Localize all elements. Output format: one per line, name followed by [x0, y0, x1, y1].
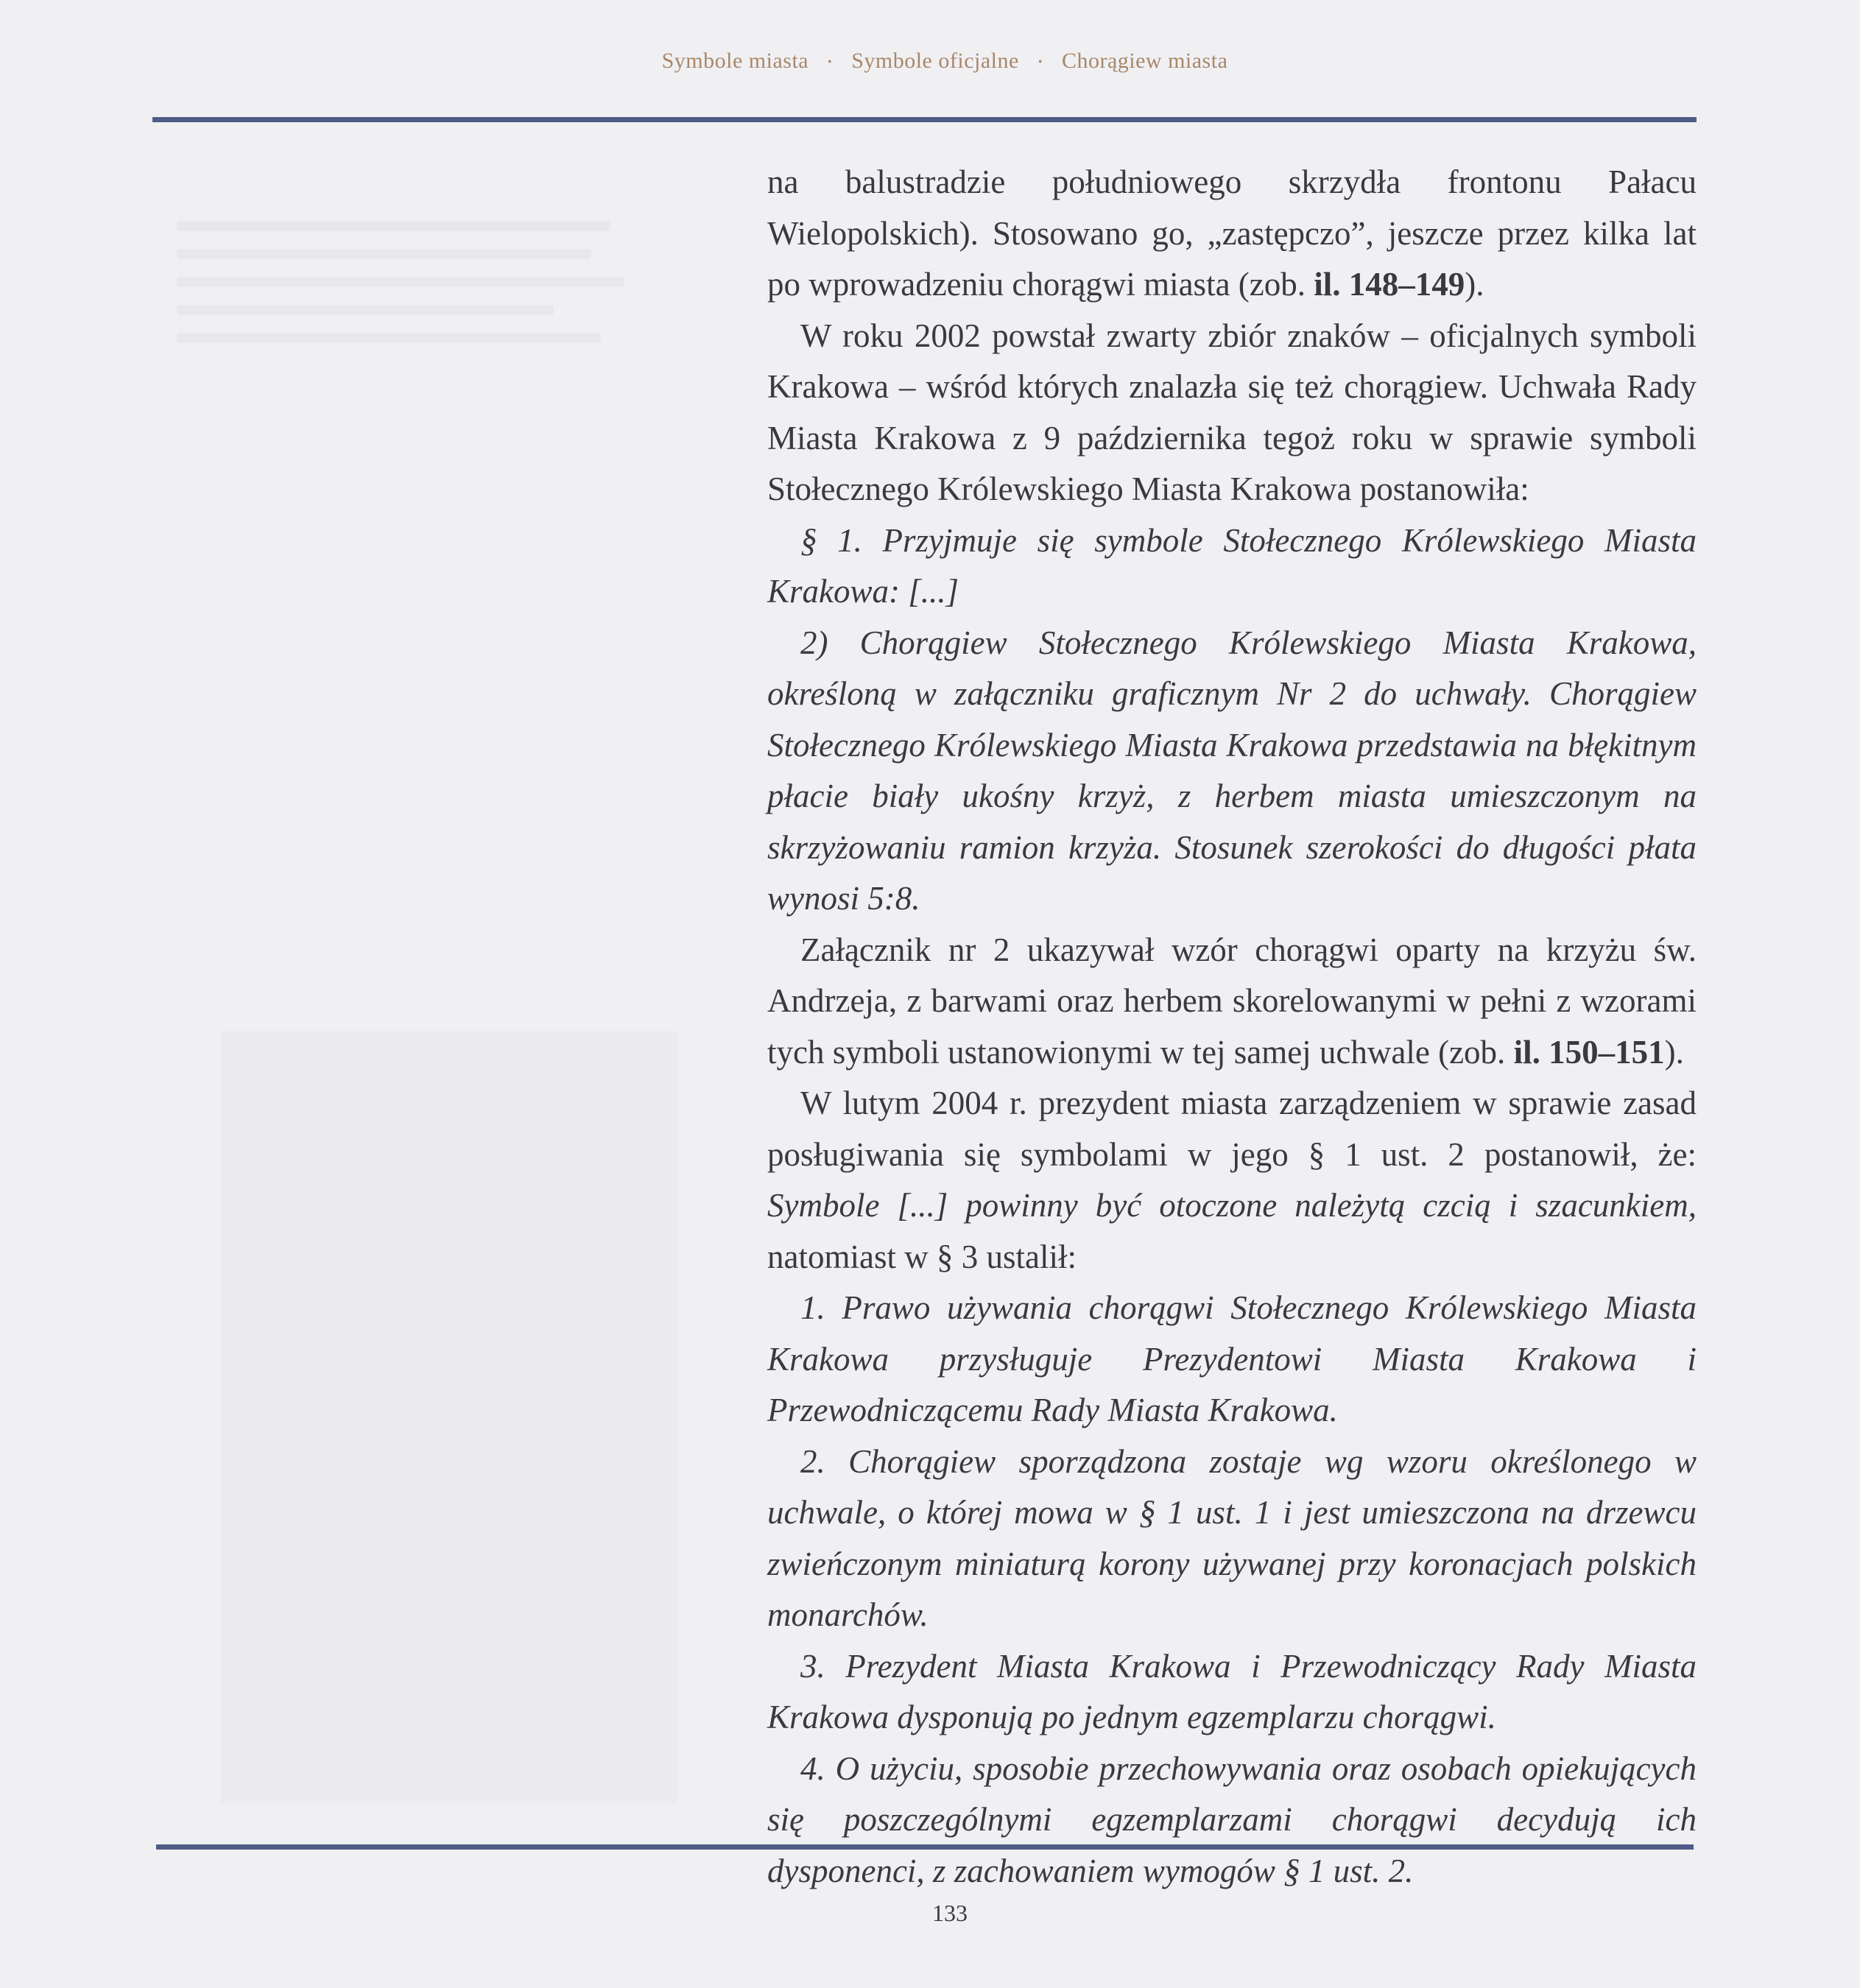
running-head: [0, 49, 1860, 74]
quotation: 2. Chorągiew sporządzona zostaje wg wzoru określonego w uchwale, o której mowa w § 1 ust. 1 i jest umieszczona na drzewcu zwieńczonym miniaturą korony używanej przy koronacjach polskich monarchów.: [767, 1442, 1697, 1633]
quotation: 4. O użyciu, sposobie przechowywania oraz osobach opiekujących się poszczególnymi egzemplarzami chorągwi decydują ich dysponenci, z zachowaniem wymogów § 1 ust. 2.: [767, 1749, 1697, 1889]
paragraph: W roku 2002 powstał zwarty zbiór znaków – oficjalnych symboli Krakowa – wśród których znalazła się też chorągiew. Uchwała Rady Miasta Krakowa z 9 października tegoż roku w sprawie symboli Stołecznego Królewskiego Miasta Krakowa postanowiła:: [767, 317, 1697, 507]
quotation: 3. Prezydent Miasta Krakowa i Przewodniczący Rady Miasta Krakowa dysponują po jednym egzemplarzu chorągwi.: [767, 1647, 1697, 1735]
bottom-rule: [156, 1844, 1694, 1850]
top-rule: [152, 117, 1697, 122]
show-through-figure: [221, 1031, 677, 1804]
page-number: 133: [932, 1900, 968, 1926]
breadcrumb-item: Symbole oficjalne: [851, 49, 1019, 73]
breadcrumb-item: Symbole miasta: [661, 49, 809, 73]
separator-dot: •: [828, 56, 833, 69]
paragraph: Załącznik nr 2 ukazywał wzór chorągwi oparty na krzyżu św. Andrzeja, z barwami oraz herbem skorelowanymi w pełni z wzorami tych symboli ustanowionymi w tej samej uchwale (zob. il. 150–151).: [767, 931, 1697, 1071]
paragraph: na balustradzie południowego skrzydła frontonu Pałacu Wielopolskich). Stosowano go, „zastępczo”, jeszcze przez kilka lat po wprowadzeniu chorągwi miasta (zob. il. 148–149).: [767, 163, 1697, 303]
body-text: [767, 157, 1697, 1897]
figure-reference: il. 148–149: [1314, 266, 1465, 303]
paragraph: W lutym 2004 r. prezydent miasta zarządzeniem w sprawie zasad posługiwania się symbolami w jego § 1 ust. 2 postanowił, że: Symbole [...] powinny być otoczone należytą czcią i szacunkiem, natomiast w § 3 ustalił:: [767, 1085, 1697, 1275]
separator-dot: •: [1038, 56, 1043, 69]
inline-quote: Symbole [...] powinny być otoczone należytą czcią i szacunkiem,: [767, 1187, 1697, 1224]
breadcrumb-item: Chorągiew miasta: [1061, 49, 1228, 73]
show-through-text: [177, 221, 648, 390]
quotation: § 1. Przyjmuje się symbole Stołecznego Królewskiego Miasta Krakowa: [...]: [767, 521, 1697, 610]
quotation: 2) Chorągiew Stołecznego Królewskiego Miasta Krakowa, określoną w załączniku graficznym Nr 2 do uchwały. Chorągiew Stołecznego Królewskiego Miasta Krakowa przedstawia na błękitnym płacie biały ukośny krzyż, z herbem miasta umieszczonym na skrzyżowaniu ramion krzyża. Stosunek szerokości do długości płata wynosi 5:8.: [767, 624, 1697, 917]
quotation: 1. Prawo używania chorągwi Stołecznego Królewskiego Miasta Krakowa przysługuje Prezydentowi Miasta Krakowa i Przewodniczącemu Rady Miasta Krakowa.: [767, 1289, 1697, 1428]
figure-reference: il. 150–151: [1513, 1033, 1665, 1071]
